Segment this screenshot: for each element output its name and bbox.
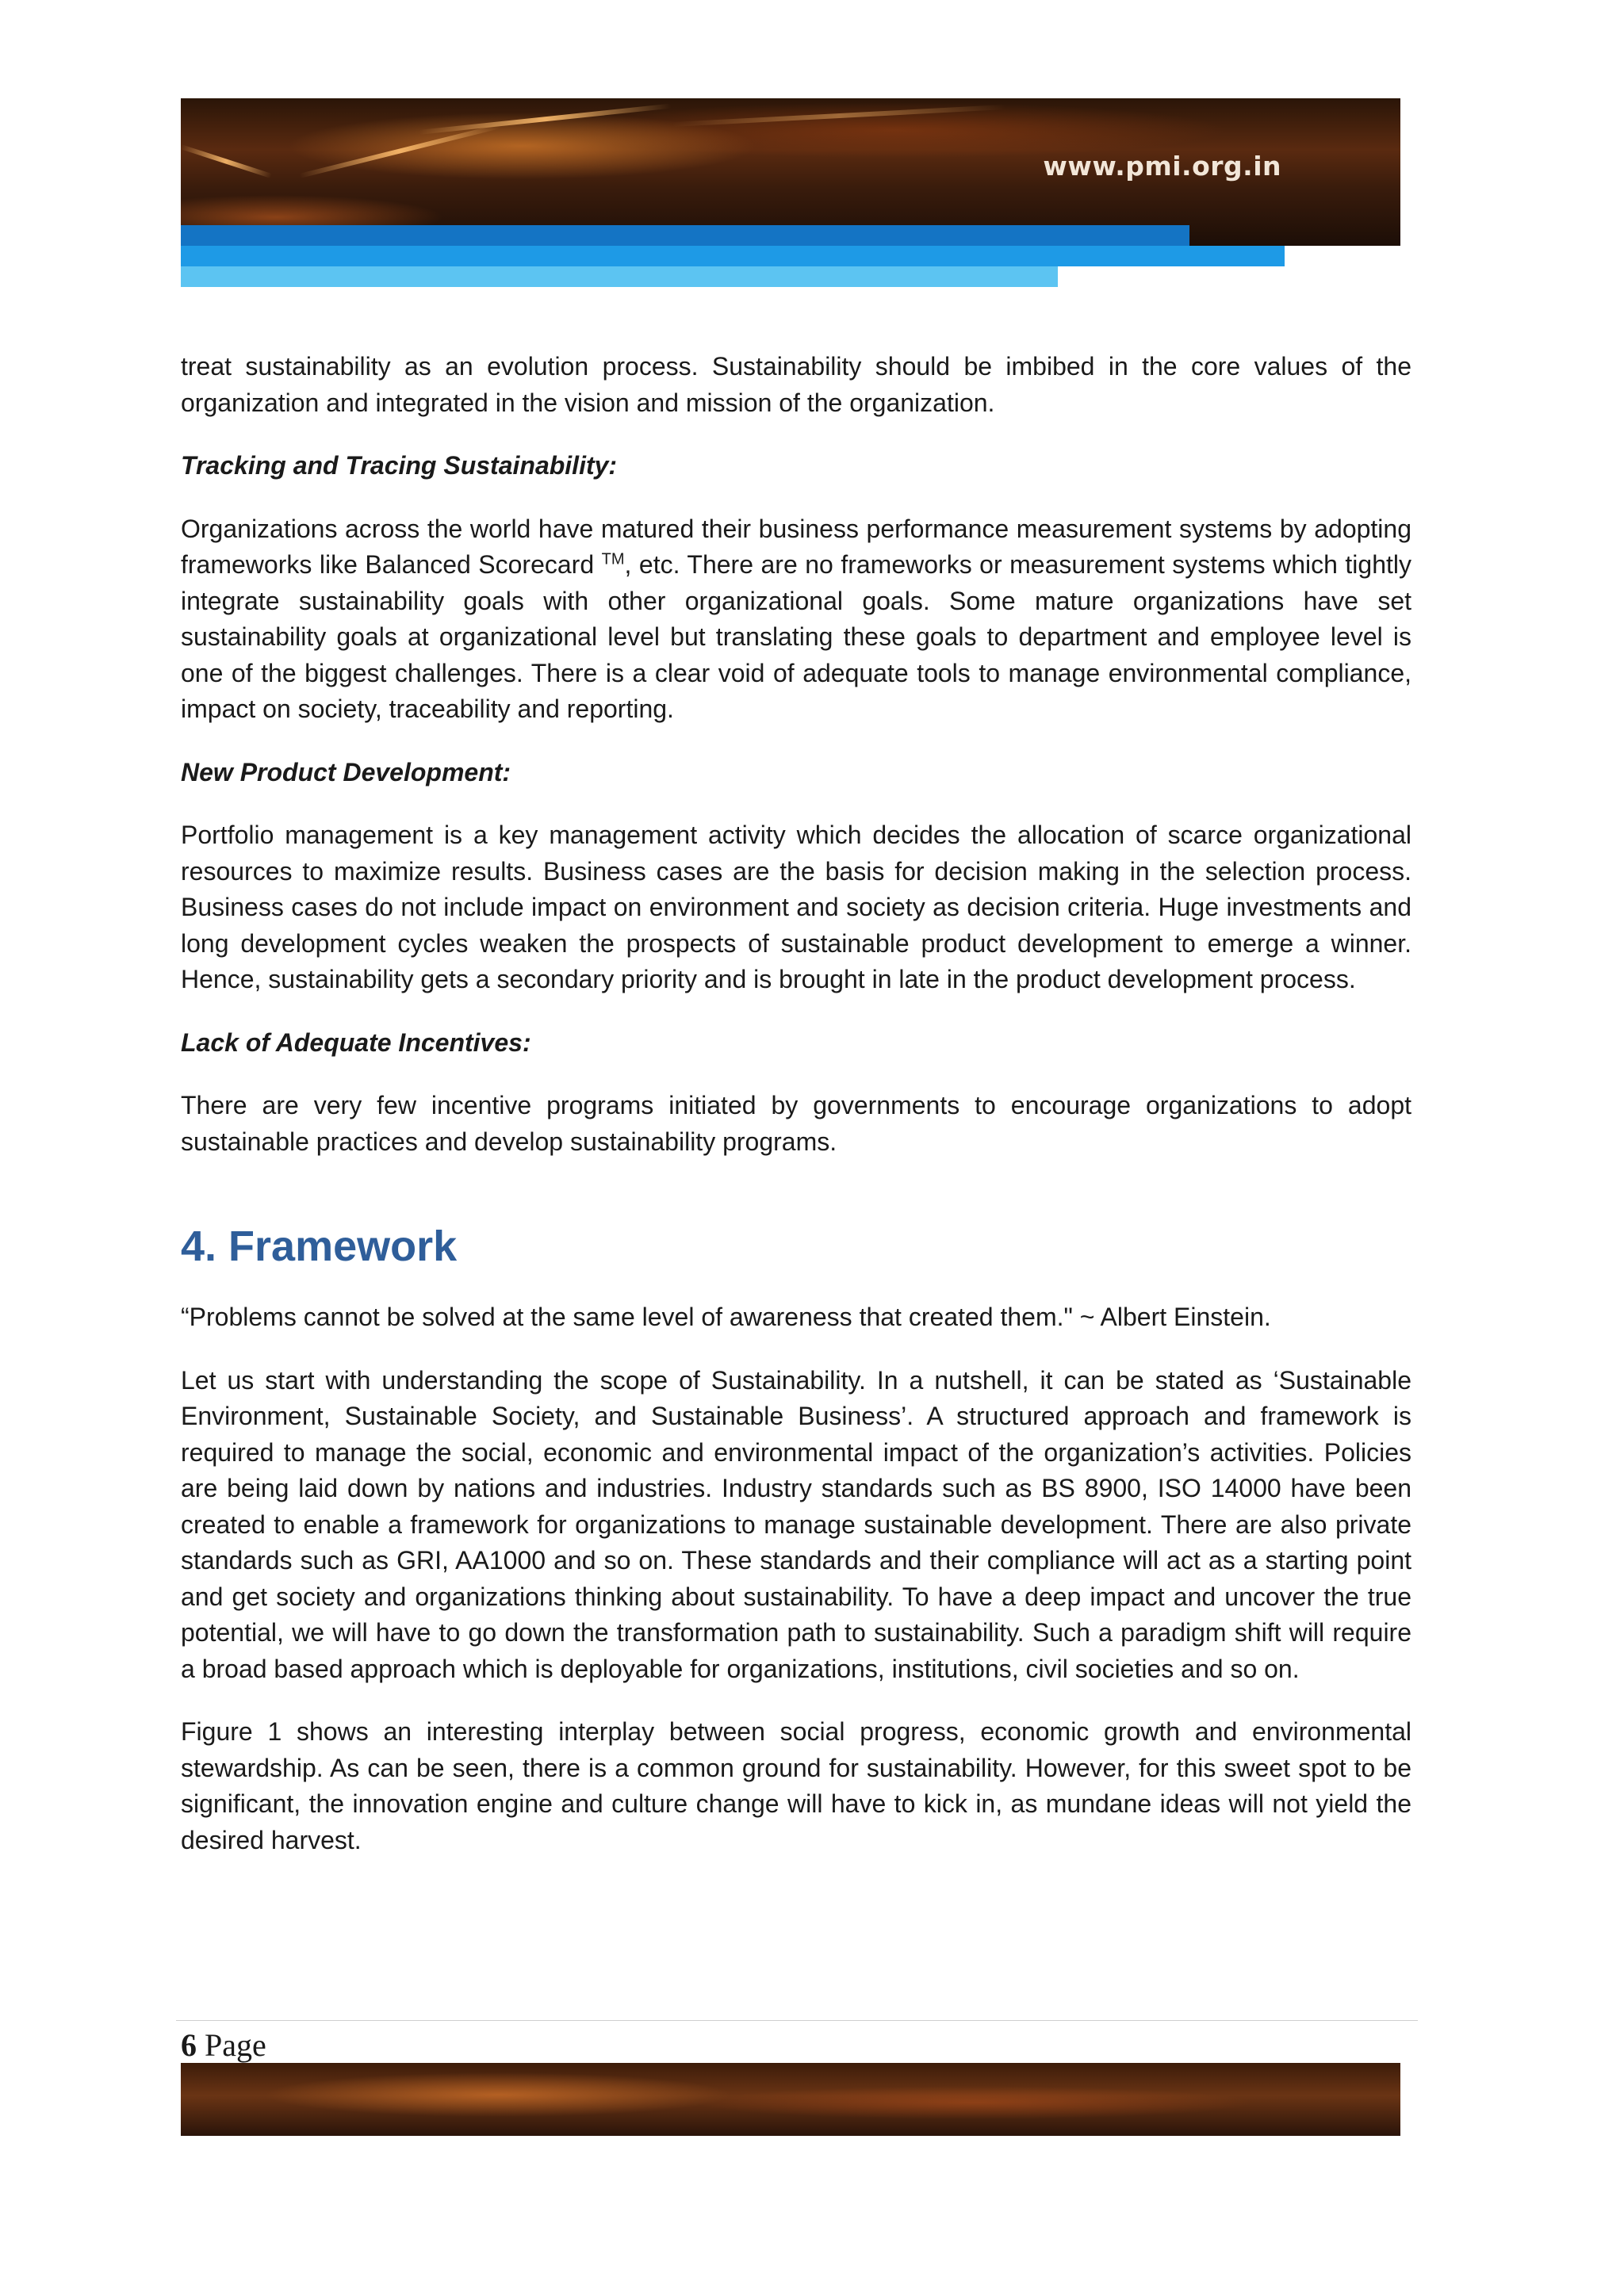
footer-banner bbox=[181, 2063, 1400, 2136]
incentives-paragraph: There are very few incentive programs initiated by governments to encourage organizations to adopt sustainable practices and develop sustainability programs. bbox=[181, 1091, 1411, 1156]
header-accent-bar bbox=[181, 225, 1189, 246]
light-streak bbox=[299, 124, 500, 178]
tracking-text-a: Organizations across the world have matured their business performance measurement systems by adopting frameworks like Balanced Scorecard bbox=[181, 514, 1411, 579]
light-streak bbox=[181, 2063, 466, 2068]
footer-divider bbox=[176, 2020, 1418, 2021]
tracking-text-b: , etc. There are no frameworks or measurement systems which tightly integrate sustainability goals with other organizational goals. Some mature organizations have set sustainability goals at organizational level but translating these goals to department and employee level is one of the biggest challenges. There is a clear void of adequate tools to manage environmental compliance, impact on society, traceability and reporting. bbox=[181, 550, 1412, 723]
header-url: www.pmi.org.in bbox=[1043, 151, 1281, 182]
framework-paragraph-2: Figure 1 shows an interesting interplay between social progress, economic growth and environmental stewardship. As can be seen, there is a common ground for sustainability. However, for this sweet spot to be significant, the innovation engine and culture change will have to kick in, as mundane ideas will not yield the desired harvest. bbox=[181, 1717, 1411, 1854]
section-title-framework: 4. Framework bbox=[181, 1223, 458, 1270]
page-number-value: 6 bbox=[181, 2027, 197, 2063]
light-streak bbox=[181, 2063, 577, 2070]
einstein-quote: “Problems cannot be solved at the same level of awareness that created them." ~ Albert Einstein. bbox=[181, 1303, 1271, 1331]
framework-paragraph-1: Let us start with understanding the scope of Sustainability. In a nutshell, it can be stated as ‘Sustainable Environment, Sustainable Society, and Sustainable Business’. A structured approach and framework is required to manage the social, economic and environmental impact of the organization’s activities. Policies are being laid down by nations and industries. Industry standards such as BS 8900, ISO 14000 have been created to enable a framework for organizations to manage sustainable development. There are also private standards such as GRI, AA1000 and so on. These standards and their compliance will act as a starting point and get society and organizations thinking about sustainability. To have a deep impact and uncover the true potential, we will have to go down the transformation path to sustainability. Such a paradigm shift will require a broad based approach which is deployable for organizations, institutions, civil societies and so on. bbox=[181, 1365, 1411, 1683]
npd-paragraph: Portfolio management is a key management activity which decides the allocation of scarce organizational resources to maximize results. Business cases are the basis for decision making in the selection process. Business cases do not include impact on environment and society as decision criteria. Huge investments and long development cycles weaken the prospects of sustainable product development to emerge a winner. Hence, sustainability gets a secondary priority and is brought in late in the product development process. bbox=[181, 821, 1411, 993]
header-accent-bar bbox=[181, 246, 1285, 266]
document-body bbox=[181, 349, 1411, 1885]
section-heading-npd: New Product Development: bbox=[181, 757, 511, 786]
tracking-paragraph bbox=[181, 511, 1411, 728]
section-heading-incentives: Lack of Adequate Incentives: bbox=[181, 1027, 531, 1057]
intro-paragraph: treat sustainability as an evolution process. Sustainability should be imbibed in the core values of the organization and integrated in the vision and mission of the organization. bbox=[181, 352, 1411, 417]
header-accent-bar bbox=[181, 266, 1058, 287]
section-heading-tracking: Tracking and Tracing Sustainability: bbox=[181, 451, 618, 480]
page-label: Page bbox=[205, 2027, 266, 2063]
header-banner bbox=[181, 98, 1400, 246]
page-number bbox=[181, 2026, 266, 2064]
light-streak bbox=[181, 144, 272, 178]
light-streak bbox=[672, 105, 1005, 127]
light-streak bbox=[419, 104, 672, 135]
trademark-mark: TM bbox=[601, 550, 625, 568]
